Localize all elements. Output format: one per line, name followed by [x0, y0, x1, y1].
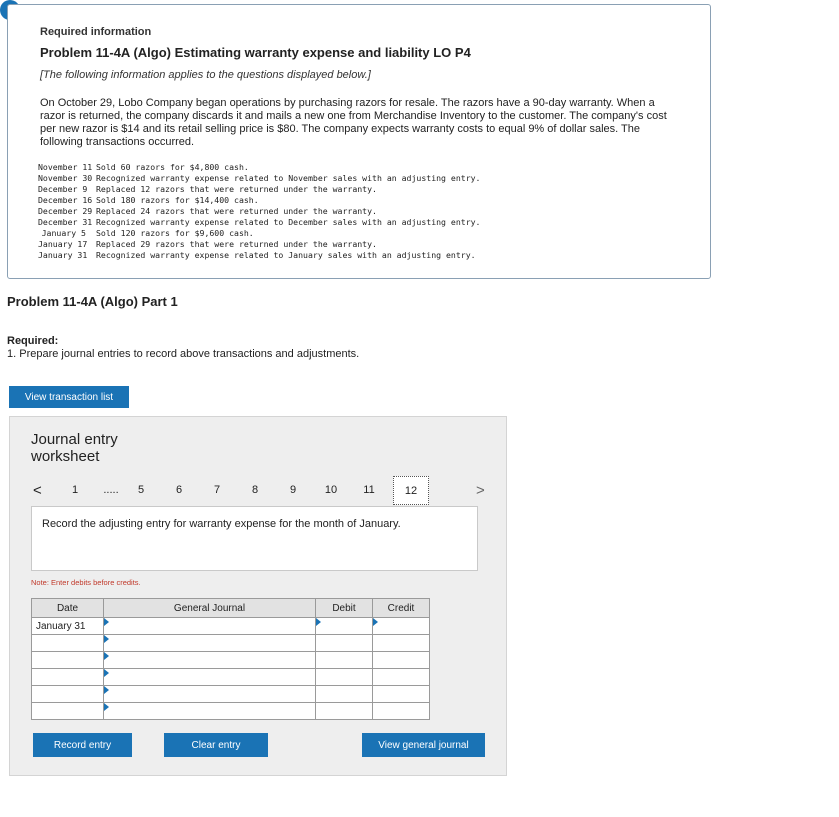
part-title: Problem 11-4A (Algo) Part 1 — [7, 294, 178, 309]
problem-title: Problem 11-4A (Algo) Estimating warranty expense and liability LO P4 — [40, 45, 471, 60]
account-input[interactable] — [104, 686, 316, 703]
transaction-row — [38, 250, 481, 261]
journal-header-row — [32, 599, 430, 618]
credit-input[interactable] — [373, 669, 430, 686]
applies-note: [The following information applies to the questions displayed below.] — [40, 69, 371, 81]
account-input[interactable] — [104, 652, 316, 669]
page-link-6[interactable]: 6 — [175, 484, 183, 496]
transaction-date: December 31 — [38, 217, 93, 227]
account-input[interactable] — [104, 669, 316, 686]
transaction-text: Replaced 12 razors that were returned under the warranty. — [96, 184, 377, 194]
date-cell[interactable] — [32, 652, 104, 669]
transaction-row — [38, 162, 481, 173]
info-heading: Required information — [40, 26, 152, 38]
credit-input[interactable] — [373, 652, 430, 669]
transaction-date: January 17 — [38, 239, 88, 249]
transaction-date: November 30 — [38, 173, 93, 183]
dropdown-arrow-icon — [104, 703, 109, 711]
journal-table — [31, 598, 430, 720]
transaction-text: Sold 180 razors for $14,400 cash. — [96, 195, 259, 205]
date-value: January 31 — [36, 620, 86, 632]
transaction-list — [38, 162, 481, 261]
date-cell[interactable] — [32, 635, 104, 652]
required-text: 1. Prepare journal entries to record above transactions and adjustments. — [7, 348, 360, 360]
debit-input[interactable] — [316, 703, 373, 720]
transaction-date: November 11 — [38, 162, 93, 172]
transaction-date: December 29 — [38, 206, 93, 216]
dropdown-arrow-icon — [316, 618, 321, 626]
journal-row — [32, 669, 430, 686]
transaction-text: Replaced 29 razors that were returned under the warranty. — [96, 239, 377, 249]
journal-row — [32, 618, 430, 635]
clear-entry-button[interactable]: Clear entry — [164, 733, 268, 757]
transaction-text: Sold 120 razors for $9,600 cash. — [96, 228, 254, 238]
dropdown-arrow-icon — [104, 635, 109, 643]
dropdown-arrow-icon — [373, 618, 378, 626]
transaction-row — [38, 173, 481, 184]
general-journal-column-header: General Journal — [104, 599, 316, 618]
date-cell[interactable] — [32, 703, 104, 720]
debit-input[interactable] — [316, 669, 373, 686]
record-entry-button[interactable]: Record entry — [33, 733, 132, 757]
transaction-date: January 31 — [38, 250, 88, 260]
date-cell[interactable] — [32, 618, 104, 635]
worksheet-title-line: worksheet — [31, 448, 100, 465]
transaction-date: January 5 — [41, 228, 86, 238]
transaction-text: Recognized warranty expense related to November sales with an adjusting entry. — [96, 173, 481, 183]
page-link-12-active[interactable]: 12 — [393, 476, 429, 505]
debits-note: Note: Enter debits before credits. — [31, 578, 141, 587]
journal-row — [32, 652, 430, 669]
page-link-9[interactable]: 9 — [289, 484, 297, 496]
journal-row — [32, 686, 430, 703]
transaction-date: December 16 — [38, 195, 93, 205]
debit-input[interactable] — [316, 618, 373, 635]
account-input[interactable] — [104, 703, 316, 720]
page-link-7[interactable]: 7 — [213, 484, 221, 496]
transaction-text: Recognized warranty expense related to December sales with an adjusting entry. — [96, 217, 481, 227]
debit-input[interactable] — [316, 635, 373, 652]
account-input[interactable] — [104, 635, 316, 652]
entry-instruction: Record the adjusting entry for warranty expense for the month of January. — [31, 506, 478, 571]
date-cell[interactable] — [32, 669, 104, 686]
page-link-5[interactable]: 5 — [137, 484, 145, 496]
journal-row — [32, 635, 430, 652]
credit-input[interactable] — [373, 686, 430, 703]
transaction-row — [38, 195, 481, 206]
page-link-1[interactable]: 1 — [71, 484, 79, 496]
date-cell[interactable] — [32, 686, 104, 703]
journal-entry-worksheet — [9, 416, 507, 776]
page-link-11[interactable]: 11 — [363, 484, 375, 496]
credit-input[interactable] — [373, 703, 430, 720]
page-ellipsis: ..... — [103, 484, 119, 496]
view-general-journal-button[interactable]: View general journal — [362, 733, 485, 757]
worksheet-title — [31, 431, 118, 465]
worksheet-title-line: Journal entry — [31, 431, 118, 448]
transaction-row — [38, 184, 481, 195]
dropdown-arrow-icon — [104, 618, 109, 626]
page-link-10[interactable]: 10 — [324, 484, 338, 496]
chevron-left-icon[interactable]: < — [33, 482, 42, 499]
transaction-row — [38, 239, 481, 250]
page-link-8[interactable]: 8 — [251, 484, 259, 496]
dropdown-arrow-icon — [104, 686, 109, 694]
transaction-text: Replaced 24 razors that were returned under the warranty. — [96, 206, 377, 216]
chevron-right-icon[interactable]: > — [476, 482, 485, 499]
credit-input[interactable] — [373, 618, 430, 635]
account-input[interactable] — [104, 618, 316, 635]
debit-input[interactable] — [316, 686, 373, 703]
view-transaction-list-button[interactable]: View transaction list — [9, 386, 129, 408]
transaction-text: Sold 60 razors for $4,800 cash. — [96, 162, 249, 172]
scenario-text: On October 29, Lobo Company began operations by purchasing razors for resale. The razors have a 90-day warranty. When a razor is returned, the company discards it and mails a new one from Merchandise Inventory to the customer. The company's cost per new razor is $14 and its retail selling price is $80. The company expects warranty costs to equal 9% of dollar sales. The following transactions occurred. — [40, 97, 667, 148]
debit-input[interactable] — [316, 652, 373, 669]
required-label: Required: — [7, 335, 59, 347]
credit-column-header: Credit — [373, 599, 430, 618]
debit-column-header: Debit — [316, 599, 373, 618]
date-column-header: Date — [32, 599, 104, 618]
credit-input[interactable] — [373, 635, 430, 652]
required-information-panel — [7, 4, 711, 279]
transaction-row — [38, 228, 481, 239]
transaction-date: December 9 — [38, 184, 88, 194]
dropdown-arrow-icon — [104, 652, 109, 660]
transaction-text: Recognized warranty expense related to January sales with an adjusting entry. — [96, 250, 476, 260]
dropdown-arrow-icon — [104, 669, 109, 677]
transaction-row — [38, 217, 481, 228]
transaction-row — [38, 206, 481, 217]
journal-row — [32, 703, 430, 720]
